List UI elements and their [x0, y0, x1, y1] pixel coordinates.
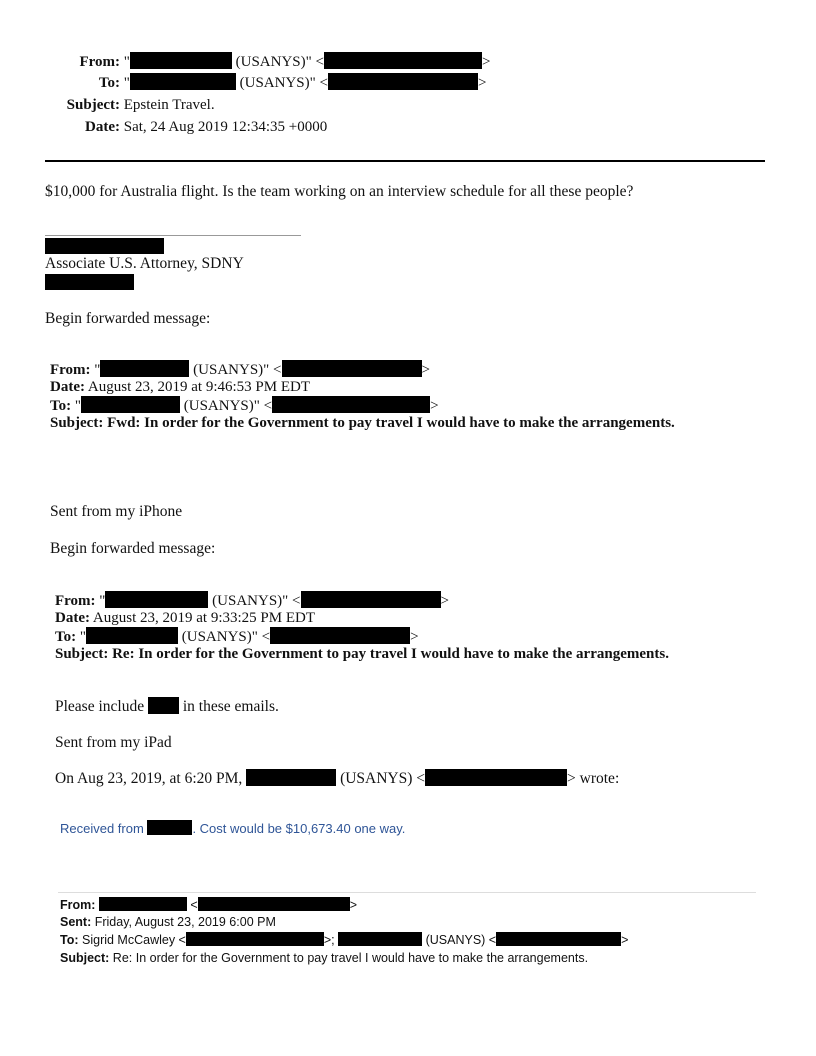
redaction [496, 932, 621, 946]
fwd2-date: August 23, 2019 at 9:33:25 PM EDT [92, 610, 316, 626]
header-date-row [10, 117, 327, 139]
redaction [328, 73, 478, 90]
fwd2-subject: Re: In order for the Government to pay travel I would have to make the arrangements. [112, 646, 669, 662]
outlook-from-row: From: < > [60, 898, 358, 912]
fwd1-begin-forwarded: Begin forwarded message: [50, 540, 216, 557]
header-to-label: To: [98, 75, 120, 91]
fwd1-subject: Fwd: In order for the Government to pay travel I would have to make the arrangements. [107, 415, 675, 431]
header-from-row: From: " (USANYS)" < > [10, 52, 490, 74]
redaction [130, 52, 232, 69]
redaction [186, 932, 324, 946]
outlook-sent-row: Sent: Friday, August 23, 2019 6:00 PM [60, 915, 276, 929]
fwd2-sent-from: Sent from my iPad [55, 734, 172, 751]
redaction [148, 697, 179, 714]
redaction [198, 897, 350, 911]
outlook-sent: Friday, August 23, 2019 6:00 PM [94, 915, 276, 929]
fwd2-date-row: Date: August 23, 2019 at 9:33:25 PM EDT [55, 610, 316, 626]
header-to-usanys: (USANYS)" < [239, 75, 328, 91]
outlook-subject: Re: In order for the Government to pay travel I would have to make the arrangements. [112, 951, 589, 965]
header-divider [45, 160, 765, 162]
redaction [81, 396, 180, 413]
outlook-divider [58, 892, 756, 893]
redaction [105, 591, 208, 608]
redaction [272, 396, 430, 413]
redaction [270, 627, 410, 644]
redaction [86, 627, 178, 644]
redaction [301, 591, 441, 608]
outlook-to-row: To: Sigrid McCawley < >; (USANYS) < > [60, 933, 629, 947]
header-to-row: To: " (USANYS)" < > [10, 73, 486, 95]
header-subject-row [10, 95, 215, 117]
header-from-label: From: [79, 54, 120, 70]
redaction [147, 820, 192, 835]
redaction [324, 52, 482, 69]
fwd2-from-row: From: " (USANYS)" < > [55, 593, 449, 609]
received-line: Received from . Cost would be $10,673.40 one way. [60, 821, 406, 836]
outlook-subject-row: Subject: Re: In order for the Government to pay travel I would have to make the arrangements. [60, 951, 589, 965]
redaction [282, 360, 422, 377]
fwd2-subject-row: Subject: Re: In order for the Government to pay travel I would have to make the arrangements. [55, 646, 669, 662]
signature-line [45, 235, 301, 236]
header-date: Sat, 24 Aug 2019 12:34:35 +0000 [123, 119, 328, 135]
redaction [45, 238, 164, 254]
signature-title: Associate U.S. Attorney, SDNY [45, 255, 244, 272]
begin-forwarded: Begin forwarded message: [45, 310, 211, 327]
redaction [425, 769, 567, 786]
redaction [99, 897, 187, 911]
fwd1-date: August 23, 2019 at 9:46:53 PM EDT [87, 379, 311, 395]
header-date-label: Date: [85, 119, 120, 135]
fwd2-wrote-line: On Aug 23, 2019, at 6:20 PM, (USANYS) < > wrote: [55, 770, 620, 787]
fwd1-to-row: To: " (USANYS)" < > [50, 398, 439, 414]
fwd1-sent-from: Sent from my iPhone [50, 503, 183, 520]
redaction [45, 274, 134, 290]
fwd2-please-include: Please include in these emails. [55, 698, 279, 715]
body-text: $10,000 for Australia flight. Is the team working on an interview schedule for all these people? [45, 183, 634, 200]
redaction [100, 360, 189, 377]
header-subject-label: Subject: [66, 97, 120, 113]
fwd1-date-row: Date: August 23, 2019 at 9:46:53 PM EDT [50, 379, 311, 395]
redaction [130, 73, 236, 90]
fwd1-subject-row: Subject: Fwd: In order for the Government to pay travel I would have to make the arrangements. [50, 415, 675, 431]
header-from-usanys: (USANYS)" < [235, 54, 324, 70]
header-subject: Epstein Travel. [123, 97, 215, 113]
fwd2-to-row: To: " (USANYS)" < > [55, 629, 419, 645]
fwd1-from-row: From: " (USANYS)" < > [50, 362, 430, 378]
redaction [246, 769, 336, 786]
redaction [338, 932, 422, 946]
